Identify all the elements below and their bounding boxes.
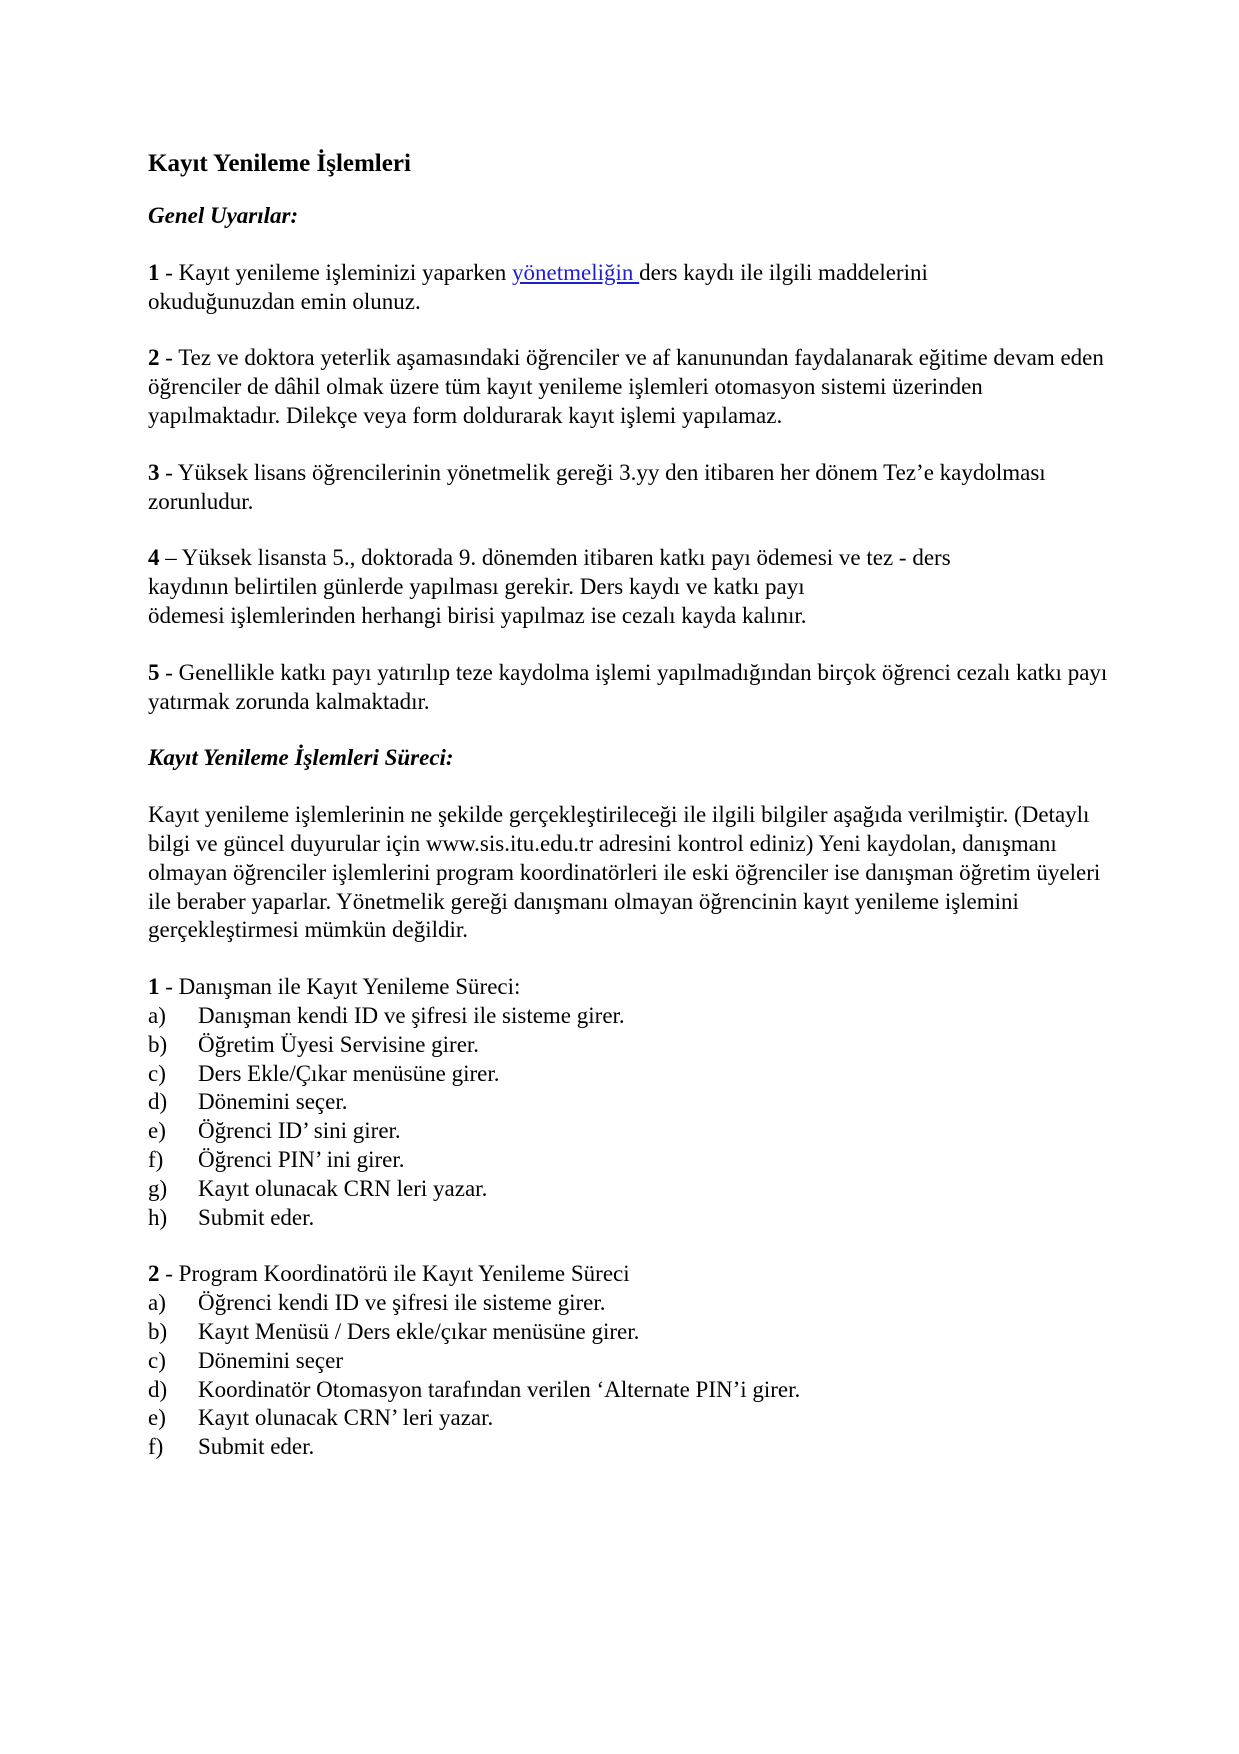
item-text-line-1: – Yüksek lisansta 5., doktorada 9. dönemden itibaren katkı payı ödemesi ve tez - ders [159, 545, 951, 571]
process-heading-text: - Program Koordinatörü ile Kayıt Yenileme Süreci [159, 1261, 630, 1287]
list-item-text: Öğrenci ID’ sini girer. [198, 1118, 401, 1144]
warning-item-2 [148, 344, 1108, 430]
list-item-text: Submit eder. [198, 1204, 315, 1230]
warning-item-1 [148, 259, 1048, 317]
list-item-text: Öğretim Üyesi Servisine girer. [198, 1031, 480, 1057]
page-title: Kayıt Yenileme İşlemleri [148, 150, 411, 177]
list-marker: c) [148, 1347, 166, 1373]
document-page [148, 148, 1108, 1462]
list-marker: f) [148, 1146, 164, 1172]
list-item-text: Ders Ekle/Çıkar menüsüne girer. [198, 1060, 500, 1086]
list-marker: a) [148, 1290, 166, 1316]
warning-item-5 [148, 659, 1108, 717]
list-item-text: Dönemini seçer [198, 1347, 343, 1373]
process-1-heading [148, 973, 1108, 1002]
list-item-text: Koordinatör Otomasyon tarafından verilen ‘Alternate PIN’i girer. [198, 1376, 801, 1402]
item-number: 1 [148, 259, 160, 285]
warning-item-3 [148, 459, 1048, 517]
item-text-line-3: ödemesi işlemlerinden herhangi birisi yapılmaz ise cezalı kayda kalınır. [148, 602, 807, 628]
item-text: - Tez ve doktora yeterlik aşamasındaki öğrenciler ve af kanunundan faydalanarak eğitime devam eden öğrenciler de dâhil olmak üzere tüm kayıt yenileme işlemleri otomasyon sistemi üzerinden yapılmaktadır. Dilekçe veya form doldurarak kayıt işlemi yapılamaz. [148, 345, 1104, 428]
list-marker: g) [148, 1175, 168, 1201]
list-marker: e) [148, 1405, 166, 1431]
item-text: - Genellikle katkı payı yatırılıp teze kaydolma işlemi yapılmadığından birçok öğrenci cezalı katkı payı yatırmak zorunda kalmaktadır. [148, 659, 1108, 714]
list-item [148, 1175, 1108, 1204]
list-item-text: Öğrenci PIN’ ini girer. [198, 1146, 405, 1172]
list-marker: e) [148, 1118, 166, 1144]
list-marker: f) [148, 1434, 164, 1460]
item-text: - Yüksek lisans öğrencilerinin yönetmelik gereği 3.yy den itibaren her dönem Tez’e kaydolması zorunludur. [148, 459, 1046, 514]
warning-item-4 [148, 544, 1108, 630]
item-number: 4 [148, 545, 160, 571]
list-item-text: Submit eder. [198, 1434, 315, 1460]
list-item-text: Danışman kendi ID ve şifresi ile sisteme girer. [198, 1002, 625, 1028]
list-item [148, 1146, 1108, 1175]
process-2-steps [148, 1289, 1108, 1462]
list-item-text: Kayıt olunacak CRN’ leri yazar. [198, 1405, 494, 1431]
section-heading-process: Kayıt Yenileme İşlemleri Süreci: [148, 745, 454, 771]
section-heading-general-warnings: Genel Uyarılar: [148, 203, 299, 228]
list-item [148, 1404, 1108, 1433]
list-item [148, 1376, 1108, 1405]
list-marker: a) [148, 1002, 166, 1028]
item-text: - Kayıt yenileme işleminizi yaparken [159, 259, 513, 285]
process-heading-text: - Danışman ile Kayıt Yenileme Süreci: [159, 974, 521, 1000]
list-item-text: Öğrenci kendi ID ve şifresi ile sisteme girer. [198, 1290, 606, 1316]
item-number: 5 [148, 659, 160, 685]
list-item [148, 1002, 1108, 1031]
process-1-steps [148, 1002, 1108, 1232]
list-item-text: Kayıt Menüsü / Ders ekle/çıkar menüsüne girer. [198, 1318, 640, 1344]
list-item [148, 1117, 1108, 1146]
list-item-text: Kayıt olunacak CRN leri yazar. [198, 1175, 488, 1201]
list-item [148, 1060, 1108, 1089]
list-marker: h) [148, 1204, 168, 1230]
item-number: 2 [148, 1261, 160, 1287]
process-2-heading [148, 1260, 1108, 1289]
list-marker: d) [148, 1089, 168, 1115]
list-item [148, 1433, 1108, 1462]
item-number: 2 [148, 345, 160, 371]
list-marker: d) [148, 1376, 168, 1402]
list-item [148, 1031, 1108, 1060]
item-number: 3 [148, 459, 160, 485]
list-marker: b) [148, 1031, 168, 1057]
list-item [148, 1204, 1108, 1233]
process-intro-paragraph: Kayıt yenileme işlemlerinin ne şekilde gerçekleştirileceği ile ilgili bilgiler aşağıda verilmiştir. (Detaylı bilgi ve güncel duyurular için www.sis.itu.edu.tr adresini kontrol ediniz) Yeni kaydolan, danışmanı olmayan öğrenciler işlemlerini program koordinatörleri ile eski öğrenciler ise danışman öğretim üyeleri ile beraber yaparlar. Yönetmelik gereği danışmanı olmayan öğrencinin kayıt yenileme işlemini gerçekleştirmesi mümkün değildir. [148, 802, 1101, 943]
item-text: ders kaydı ile ilgili maddelerini okuduğunuzdan emin olunuz. [148, 259, 928, 314]
item-number: 1 [148, 974, 160, 1000]
item-text-line-2: kaydının belirtilen günlerde yapılması gerekir. Ders kaydı ve katkı payı [148, 574, 805, 600]
list-item [148, 1088, 1108, 1117]
list-marker: b) [148, 1318, 168, 1344]
list-item-text: Dönemini seçer. [198, 1089, 348, 1115]
list-item [148, 1347, 1108, 1376]
list-marker: c) [148, 1060, 166, 1086]
list-item [148, 1318, 1108, 1347]
regulation-link[interactable]: yönetmeliğin [512, 259, 640, 285]
list-item [148, 1289, 1108, 1318]
